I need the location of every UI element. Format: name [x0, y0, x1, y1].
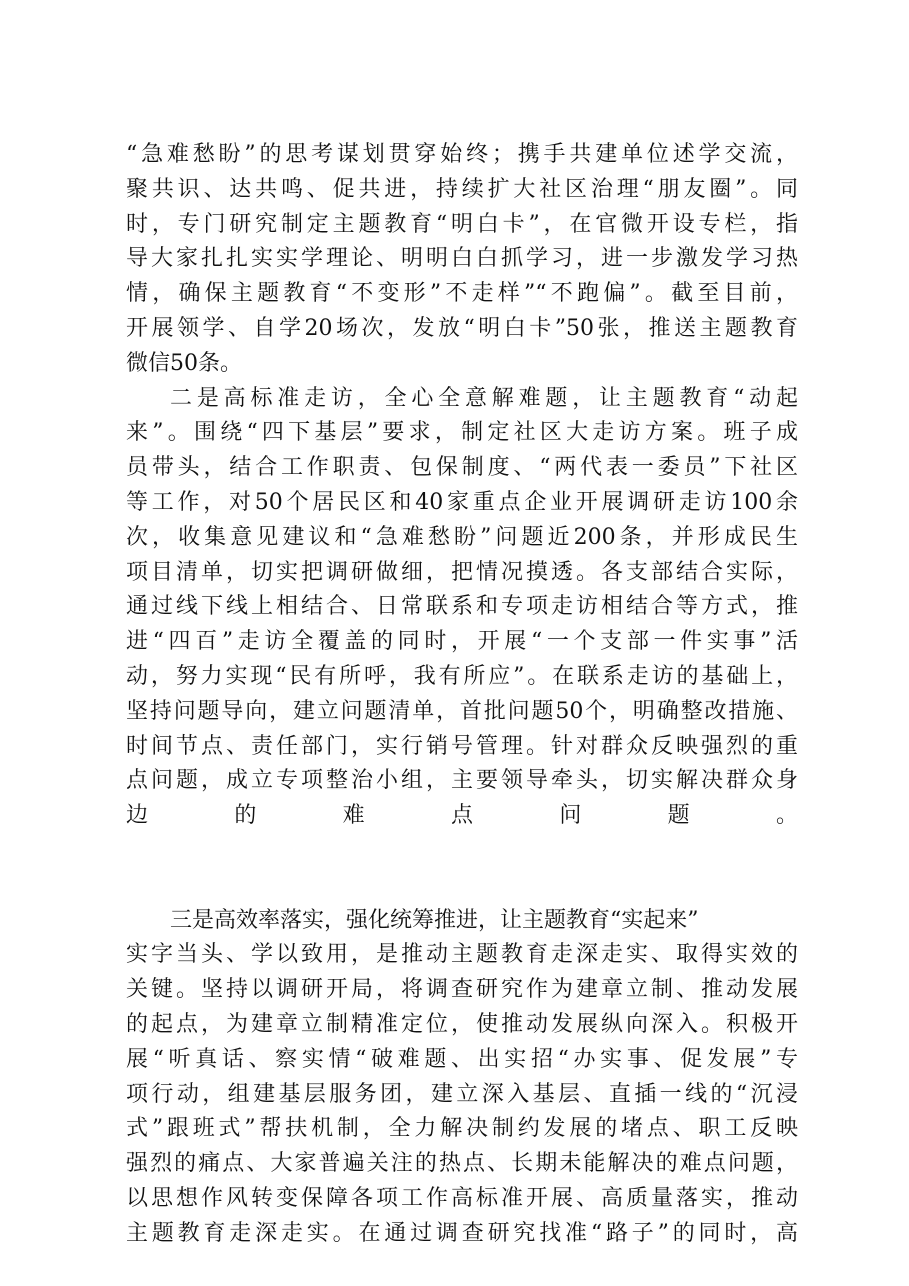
text-line: [126, 834, 798, 869]
text-line: 时间节点、责任部门，实行销号管理。针对群众反映强烈的重: [126, 733, 798, 759]
text-line: 通过线下线上相结合、日常联系和专项走访相结合等方式，推: [126, 594, 798, 620]
text-line: 的起点，为建章立制精准定位，使推动发展纵向深入。积极开: [126, 1011, 798, 1037]
text-line: 实字当头、学以致用，是推动主题教育走深走实、取得实效的: [126, 942, 798, 968]
text-line: 情，确保主题教育“不变形”不走样”“不跑偏”。截至目前，: [126, 281, 798, 307]
text-line: 强烈的痛点、大家普遍关注的热点、长期未能解决的难点问题，: [126, 1151, 798, 1177]
text-line: 等工作，对50个居民区和40家重点企业开展调研走访100余: [126, 489, 798, 515]
text-line: 聚共识、达共鸣、促共进，持续扩大社区治理“朋友圈”。同: [126, 176, 798, 202]
paragraph-3: [126, 904, 798, 1252]
text-line: 主题教育走深走实。在通过调查研究找准“路子”的同时，高: [126, 1220, 798, 1246]
text-line: 展“听真话、察实情“破难题、出实招“办实事、促发展”专: [126, 1046, 798, 1072]
text-line: 关键。坚持以调研开局，将调查研究作为建章立制、推动发展: [126, 977, 798, 1003]
text-line: 微信50条。: [126, 350, 242, 376]
text-line: 项行动，组建基层服务团，建立深入基层、直插一线的“沉浸: [126, 1081, 798, 1107]
text-line: [126, 869, 798, 904]
text-line: 次，收集意见建议和“急难愁盼”问题近200条，并形成民生: [126, 524, 798, 550]
text-line: 时，专门研究制定主题教育“明白卡”，在官微开设专栏，指: [126, 211, 798, 237]
text-line: 式”跟班式”帮扶机制，全力解决制约发展的堵点、职工反映: [126, 1116, 798, 1142]
text-line: “急难愁盼”的思考谋划贯穿始终；携手共建单位述学交流，: [126, 142, 798, 167]
text-line: 坚持问题导向，建立问题清单，首批问题50个，明确整改措施、: [126, 698, 798, 724]
text-line: 边的难点问题。: [126, 803, 798, 829]
text-line: 三是高效率落实，强化统筹推进，让主题教育“实起来”: [170, 907, 699, 933]
text-line: 导大家扎扎实实学理论、明明白白抓学习，进一步激发学习热: [126, 246, 798, 272]
text-line: 进“四百”走访全覆盖的同时，开展“一个支部一件实事”活: [126, 629, 798, 655]
text-line: 动，努力实现“民有所呼，我有所应”。在联系走访的基础上，: [126, 663, 798, 689]
paragraph-2: [126, 382, 798, 904]
text-line: 开展领学、自学20场次，发放“明白卡”50张，推送主题教育: [126, 315, 798, 341]
text-line: 项目清单，切实把调研做细，把情况摸透。各支部结合实际，: [126, 559, 798, 585]
text-line: 员带头，结合工作职责、包保制度、“两代表一委员”下社区: [126, 455, 798, 481]
text-line: 以思想作风转变保障各项工作高标准开展、高质量落实，推动: [126, 1185, 798, 1211]
text-line: 二是高标准走访，全心全意解难题，让主题教育“动起: [170, 385, 798, 411]
text-line: 来”。围绕“四下基层”要求，制定社区大走访方案。班子成: [126, 420, 798, 446]
body-text: [126, 138, 798, 1252]
paragraph-1: [126, 138, 798, 382]
text-line: 点问题，成立专项整治小组，主要领导牵头，切实解决群众身: [126, 768, 798, 794]
